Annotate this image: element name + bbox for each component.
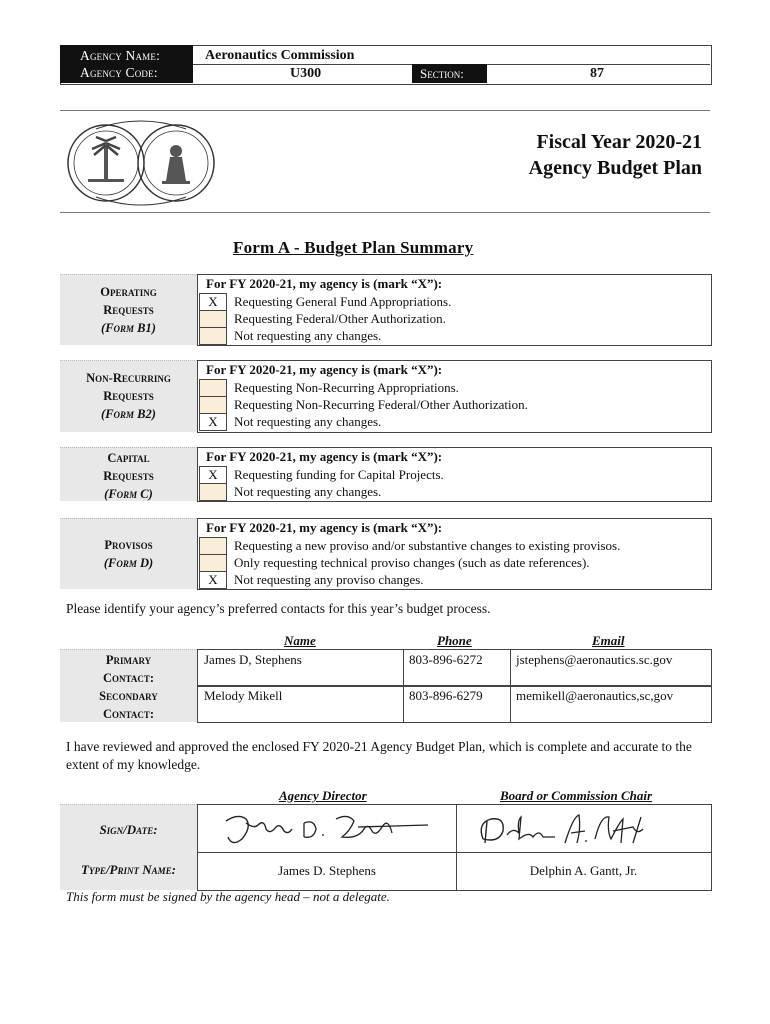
- sign-date-label: Sign/Date:: [99, 822, 158, 837]
- secondary-contact-phone[interactable]: 803-896-6279: [409, 688, 483, 703]
- chair-printed-name[interactable]: Delphin A. Gantt, Jr.: [529, 863, 638, 878]
- secondary-label-line1: Secondary: [99, 689, 158, 703]
- signature-box: [197, 804, 712, 891]
- checkbox-nonrecurring-federal[interactable]: [199, 396, 227, 414]
- primary-label-line1: Primary: [105, 653, 152, 667]
- capital-heading: For FY 2020-21, my agency is (mark “X”):: [206, 449, 443, 464]
- nonrecurring-heading: For FY 2020-21, my agency is (mark “X”):: [206, 362, 443, 377]
- checkbox-general-fund[interactable]: X: [199, 293, 227, 311]
- contact-phone-header: Phone: [437, 633, 472, 648]
- operating-label: [60, 283, 197, 337]
- checkbox-technical-proviso[interactable]: [199, 554, 227, 572]
- checkbox-capital-no-change[interactable]: [199, 483, 227, 501]
- rule-bottom: [60, 212, 710, 213]
- section-number: 87: [590, 66, 604, 81]
- capital-label-line2: Requests: [103, 469, 154, 483]
- contact-email-header: Email: [592, 633, 625, 648]
- footer-note: This form must be signed by the agency head – not a delegate.: [66, 889, 390, 904]
- capital-label: [60, 449, 197, 503]
- option-nonrecurring-federal: Requesting Non-Recurring Federal/Other Authorization.: [234, 397, 528, 412]
- col-divider: [510, 686, 511, 722]
- checkbox-operating-no-change[interactable]: [199, 327, 227, 345]
- secondary-label-line2: Contact:: [102, 707, 155, 721]
- provisos-label-line2: (Form D): [103, 556, 154, 570]
- contacts-label: [60, 651, 197, 723]
- contact-name-header: Name: [284, 633, 316, 648]
- agency-code-label: Agency Code:: [80, 65, 158, 80]
- provisos-heading: For FY 2020-21, my agency is (mark “X”):: [206, 520, 443, 535]
- agency-name-label: Agency Name:: [80, 48, 161, 63]
- nonrecurring-label-line2: Requests: [103, 389, 154, 403]
- header-labels: [60, 45, 193, 83]
- checkbox-new-proviso[interactable]: [199, 537, 227, 555]
- primary-contact-phone[interactable]: 803-896-6272: [409, 652, 483, 667]
- agency-code: U300: [290, 66, 322, 81]
- provisos-label: [60, 536, 197, 572]
- checkbox-federal-other[interactable]: [199, 310, 227, 328]
- nonrecurring-label-line3: (Form B2): [101, 407, 156, 421]
- checkbox-no-proviso-change[interactable]: X: [199, 571, 227, 589]
- section-label: Section:: [420, 66, 464, 81]
- operating-label-line3: (Form B1): [101, 321, 156, 335]
- option-general-fund: Requesting General Fund Appropriations.: [234, 294, 452, 309]
- contacts-intro: Please identify your agency’s preferred contacts for this year’s budget process.: [66, 601, 491, 616]
- option-nonrecurring-appropriations: Requesting Non-Recurring Appropriations.: [234, 380, 459, 395]
- print-name-label: Type/Print Name:: [81, 862, 176, 877]
- form-title: Form A - Budget Plan Summary: [233, 238, 474, 257]
- provisos-request-box: [197, 518, 712, 590]
- primary-contact-row: [197, 649, 712, 687]
- director-printed-name[interactable]: James D. Stephens: [278, 863, 376, 878]
- col-divider: [403, 650, 404, 686]
- rule-top: [60, 110, 710, 111]
- agency-name: Aeronautics Commission: [205, 48, 355, 63]
- agency-director-header: Agency Director: [279, 788, 367, 803]
- secondary-contact-email[interactable]: memikell@aeronautics,sc,gov: [516, 688, 674, 703]
- director-signature[interactable]: [218, 809, 438, 849]
- sig-row-divider: [198, 852, 711, 853]
- option-federal-other: Requesting Federal/Other Authorization.: [234, 311, 446, 326]
- secondary-contact-row: [197, 685, 712, 723]
- secondary-contact-name[interactable]: Melody Mikell: [204, 688, 283, 703]
- operating-label-line2: Requests: [103, 303, 154, 317]
- director-signature-drawing: [218, 809, 438, 849]
- operating-request-box: [197, 274, 712, 346]
- nonrecurring-request-box: [197, 360, 712, 433]
- chair-signature-drawing: [473, 809, 693, 849]
- capital-label-line1: Capital: [107, 451, 150, 465]
- primary-label-line2: Contact:: [102, 671, 155, 685]
- board-chair-header: Board or Commission Chair: [500, 788, 653, 803]
- operating-heading: For FY 2020-21, my agency is (mark “X”):: [206, 276, 443, 291]
- budget-plan-title: Agency Budget Plan: [528, 157, 702, 179]
- primary-contact-email[interactable]: jstephens@aeronautics.sc.gov: [516, 652, 673, 667]
- capital-label-line3: (Form C): [104, 487, 153, 501]
- capital-request-box: [197, 447, 712, 502]
- provisos-label-line1: Provisos: [104, 538, 153, 552]
- col-divider: [403, 686, 404, 722]
- option-nonrecurring-no-change: Not requesting any changes.: [234, 414, 382, 429]
- state-seal-icon: [66, 117, 216, 209]
- option-no-proviso-change: Not requesting any proviso changes.: [234, 572, 424, 587]
- approval-statement: I have reviewed and approved the enclosed FY 2020-21 Agency Budget Plan, which is complete and accurate to the extent of my knowledge.: [66, 739, 692, 772]
- section-label-box: [412, 64, 487, 83]
- col-divider: [510, 650, 511, 686]
- checkbox-capital-projects[interactable]: X: [199, 466, 227, 484]
- checkbox-nonrecurring-no-change[interactable]: X: [199, 413, 227, 431]
- nonrecurring-label-line1: Non-Recurring: [86, 371, 171, 385]
- primary-contact-name[interactable]: James D, Stephens: [204, 652, 302, 667]
- option-capital-no-change: Not requesting any changes.: [234, 484, 382, 499]
- fiscal-year-title: Fiscal Year 2020-21: [536, 131, 702, 153]
- checkbox-nonrecurring-appropriations[interactable]: [199, 379, 227, 397]
- operating-label-line1: Operating: [100, 285, 157, 299]
- nonrecurring-label: [60, 369, 197, 423]
- chair-signature[interactable]: [473, 809, 693, 849]
- option-capital-projects: Requesting funding for Capital Projects.: [234, 467, 444, 482]
- option-new-proviso: Requesting a new proviso and/or substantive changes to existing provisos.: [234, 538, 621, 553]
- option-technical-proviso: Only requesting technical proviso changes (such as date references).: [234, 555, 590, 570]
- option-operating-no-change: Not requesting any changes.: [234, 328, 382, 343]
